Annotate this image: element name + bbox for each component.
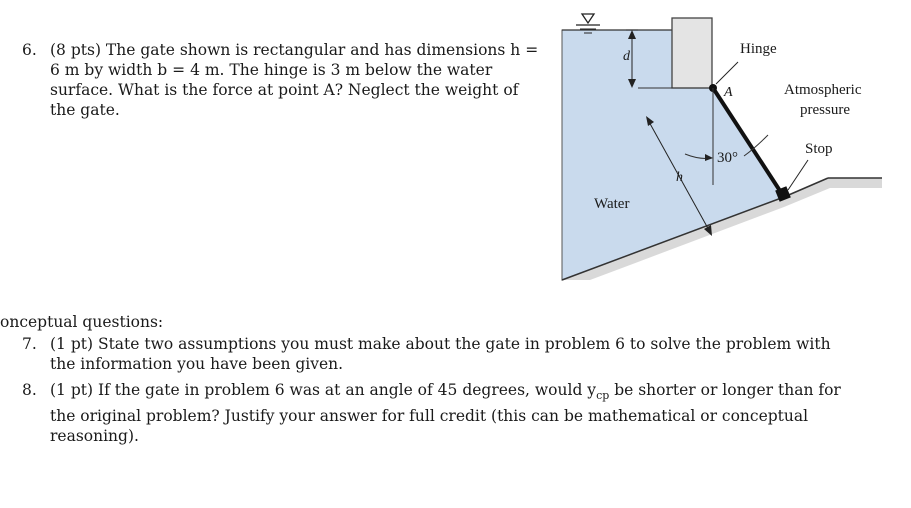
question-7-text: (1 pt) State two assumptions you must make about the gate in problem 6 to solve the problem with the information you have been given. [50,335,831,373]
question-6 [22,40,542,120]
question-8-text-after: be shorter or longer than for the original problem? Justify your answer for full credit (this can be mathematical or conceptual reasoning). [50,381,841,446]
stop-leader-line [788,160,808,190]
question-6-text: (8 pts) The gate shown is rectangular and has dimensions h = 6 m by width b = 4 m. The hinge is 3 m below the water surface. What is the force at point A? Neglect the weight of the gate. [50,41,539,119]
question-8-text-before: (1 pt) If the gate in problem 6 was at an angle of 45 degrees, would y [50,381,597,399]
question-7-number: 7. [22,335,37,353]
stop-label: Stop [805,141,833,157]
question-8 [22,380,842,446]
hinge-label: Hinge [740,41,777,57]
h-label: h [676,170,683,185]
gate-diagram [560,10,890,290]
gate-figure [560,10,890,290]
atmospheric-label-line1: Atmospheric [784,82,862,98]
ycp-subscript: cp [596,389,610,403]
question-8-text [50,380,842,446]
question-8-number: 8. [22,381,37,399]
question-6-number: 6. [22,41,37,59]
atmospheric-label-line2: pressure [800,102,850,118]
angle-label: 30° [717,150,738,166]
hinge-leader-line [716,62,738,84]
water-label: Water [594,196,630,212]
point-a-label: A [724,85,733,100]
d-label: d [623,49,630,64]
gate-support-box [672,18,712,88]
conceptual-questions-heading: onceptual questions: [0,313,164,331]
question-7 [22,334,842,374]
